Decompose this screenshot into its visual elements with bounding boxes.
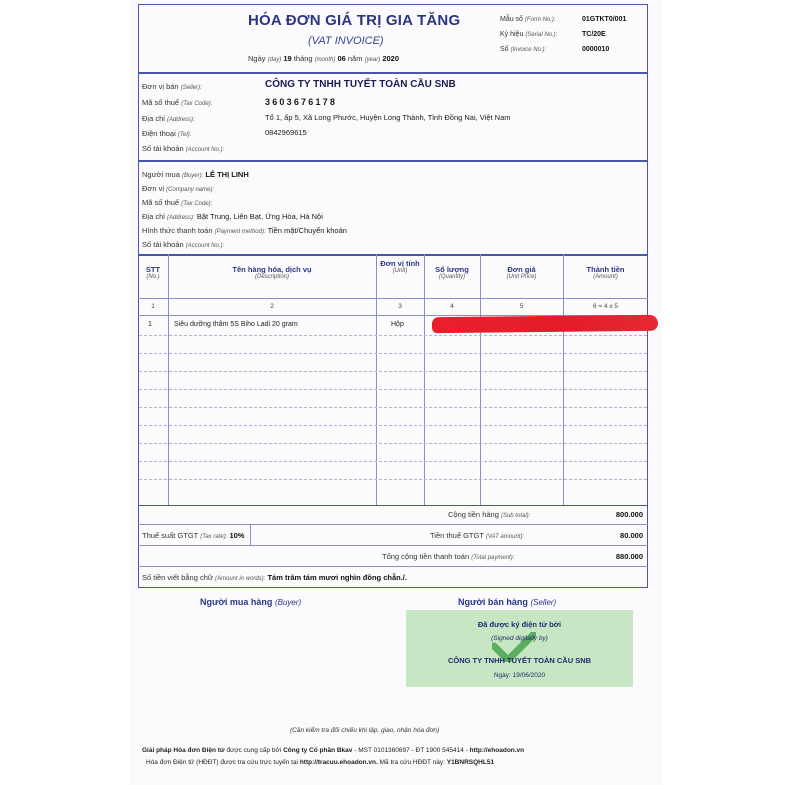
signer-name: CÔNG TY TNHH TUYẾT TOÀN CẦU SNB <box>447 656 592 665</box>
index-cell: 4 <box>450 303 454 310</box>
divider <box>138 566 648 567</box>
footer-line-1: Giải pháp Hóa đơn Điện tử được cung cấp bởi Công ty Cổ phần Bkav - MST 0101360697 - ĐT 1900 545414 - http://ehoadon.vn <box>142 747 525 754</box>
amount-in-words: Số tiền viết bằng chữ (Amount in words): Tám trăm tám mươi nghìn đồng chẵn./. <box>142 573 407 582</box>
divider <box>138 524 648 525</box>
invoice-number-value: 0000010 <box>582 46 610 53</box>
table-row-stt: 1 <box>148 321 152 328</box>
form-number-value: 01GTKT0/001 <box>582 16 627 23</box>
table-row-line <box>139 425 647 426</box>
table-row-unit: Hộp <box>391 321 404 328</box>
buyer-name-row: Người mua (Buyer): LÊ THỊ LINH <box>142 170 249 179</box>
buyer-payment-row: Hình thức thanh toán (Payment method): Tiền mặt/Chuyển khoản <box>142 226 347 235</box>
total-value: 880.000 <box>615 552 643 561</box>
table-row-line <box>139 371 647 372</box>
seller-account-row: Số tài khoản (Account No.): <box>142 144 225 153</box>
table-col-divider <box>480 254 481 505</box>
divider <box>138 72 648 74</box>
column-header-quantity: Số lượng (Quantity) <box>435 265 469 280</box>
invoice-number: Số (Invoice No.): <box>500 46 547 53</box>
table-col-divider <box>424 254 425 505</box>
divider <box>138 545 648 546</box>
total-label: Tổng cộng tiền thanh toán (Total payment): <box>382 552 515 561</box>
column-header-amount: Thành tiền (Amount) <box>586 265 625 280</box>
tracuu-link[interactable]: http://tracuu.ehoadon.vn. <box>299 759 378 766</box>
buyer-account-row: Số tài khoản (Account No.): <box>142 240 225 249</box>
signed-date: Ngày: 19/06/2020 <box>493 672 546 679</box>
index-cell: 1 <box>151 303 155 310</box>
seller-address: Tổ 1, ấp 5, Xã Long Phước, Huyện Long Thành, Tỉnh Đồng Nai, Việt Nam <box>265 113 511 122</box>
seller-name-row: Đơn vị bán (Seller): <box>142 82 202 91</box>
seller-address-row: Địa chỉ (Address): <box>142 114 195 123</box>
column-header-stt: STT (No.) <box>145 265 161 280</box>
vat-rate-label: Thuế suất GTGT (Tax rate): 10% <box>142 531 245 540</box>
table-bottom-border <box>138 505 648 506</box>
serial-number-value: TC/20E <box>582 31 606 38</box>
column-header-unit-price: Đơn giá (Unit Price) <box>506 265 537 280</box>
table-row-line <box>139 443 647 444</box>
seller-name: CÔNG TY TNHH TUYẾT TOÀN CẦU SNB <box>265 79 456 90</box>
serial-number: Ký hiệu (Serial No.): <box>500 31 558 38</box>
seller-tel-row: Điện thoại (Tel): <box>142 129 192 138</box>
table-row-line <box>139 335 647 336</box>
buyer-signature-label: Người mua hàng (Buyer) <box>200 597 302 607</box>
invoice-frame <box>138 4 648 588</box>
table-row-description: Siêu dưỡng thâm 5S Biho Ladi 20 gram <box>174 321 298 328</box>
table-row-line <box>139 353 647 354</box>
table-col-divider <box>563 254 564 505</box>
table-row-line <box>139 407 647 408</box>
seller-tax-row: Mã số thuế (Tax Code): <box>142 98 213 107</box>
index-cell: 5 <box>519 303 524 310</box>
table-top-border <box>138 254 648 256</box>
invoice-subtitle: (VAT INVOICE) <box>308 35 384 47</box>
divider <box>250 524 251 545</box>
divider <box>138 160 648 162</box>
table-col-divider <box>168 254 169 505</box>
footer-note: (Cần kiểm tra đối chiếu khi lập, giao, nhận hóa đơn) <box>290 727 440 734</box>
buyer-address-row: Địa chỉ (Address): Bặt Trung, Liên Bạt, Ứng Hòa, Hà Nội <box>142 212 323 221</box>
table-header-border <box>138 298 648 299</box>
invoice-title: HÓA ĐƠN GIÁ TRỊ GIA TĂNG <box>248 12 461 29</box>
ehoadon-link[interactable]: http://ehoadon.vn <box>469 747 525 754</box>
table-row-line <box>139 389 647 390</box>
seller-signature-label: Người bán hàng (Seller) <box>458 597 557 607</box>
table-row-line <box>139 461 647 462</box>
form-number: Mẫu số (Form No.): <box>500 16 556 23</box>
table-col-divider <box>376 254 377 505</box>
table-row-line <box>139 479 647 480</box>
invoice-date: Ngày (day) 19 tháng (month) 06 năm (year) 2020 <box>248 54 400 63</box>
signed-by-text: Đã được ký điện tử bởi <box>477 620 562 629</box>
subtotal-label: Cộng tiền hàng (Sub total): <box>448 510 531 519</box>
buyer-tax-row: Mã số thuế (Tax Code): <box>142 198 213 207</box>
vat-amount-value: 80.000 <box>620 531 643 540</box>
redaction-mark <box>432 315 658 333</box>
footer-line-2: Hóa đơn Điện tử (HĐĐT) được tra cứu trực tuyến tại http://tracuu.ehoadon.vn. Mã tra cứu HĐĐT này: Y1BNRSQHL51 <box>146 759 495 766</box>
buyer-company-row: Đơn vị (Company name): <box>142 184 215 193</box>
column-header-description: Tên hàng hóa, dịch vụ (Description) <box>232 265 312 280</box>
subtotal-value: 800.000 <box>615 510 643 519</box>
seller-tax-code: 3603676178 <box>265 97 338 107</box>
column-header-unit: Đơn vị tính (Unit) <box>380 259 420 274</box>
seller-tel: 0842969615 <box>265 128 307 137</box>
index-cell: 3 <box>398 303 402 310</box>
index-cell: 2 <box>270 303 274 310</box>
digital-signature-stamp <box>406 610 633 687</box>
index-cell: 6 = 4 x 5 <box>592 303 619 310</box>
vat-amount-label: Tiền thuế GTGT (VAT amount): <box>430 531 525 540</box>
signed-by-english: (Signed digitally by) <box>491 635 548 642</box>
